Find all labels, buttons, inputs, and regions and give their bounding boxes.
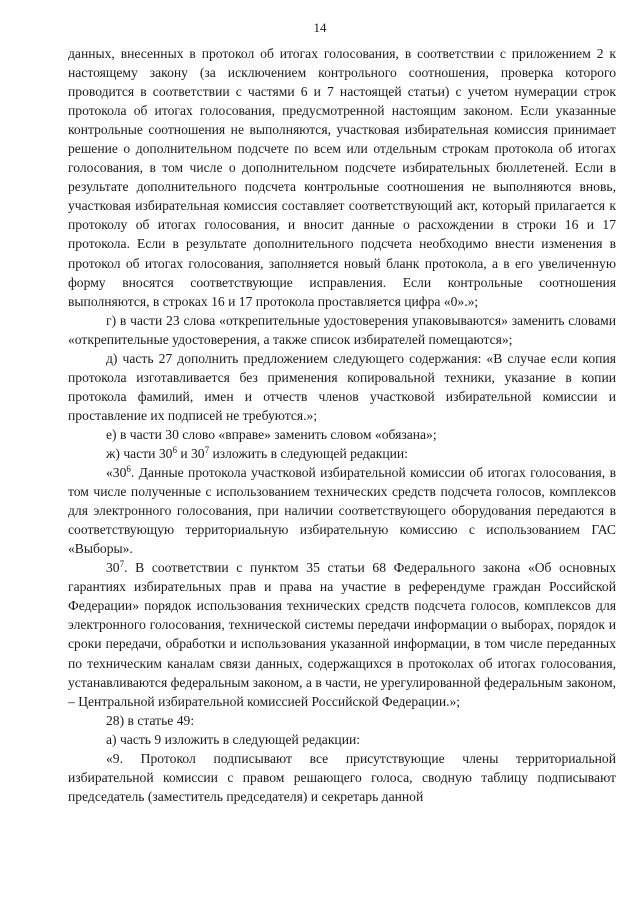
paragraph-article-9: «9. Протокол подписывают все присутствующие члены территориальной избирательной комиссии с правом решающего голоса, сводную таблицу подписывают председатель (заместитель председателя) и секретарь данной — [68, 750, 616, 804]
paragraph-article-30-6 — [68, 463, 616, 558]
article-text: . В соответствии с пунктом 35 статьи 68 Федерального закона «Об основных гарантиях избирательных прав и права на участие в референдуме граждан Российской Федерации» порядок использования технических средств подсчета голосов, комплексов для электронного голосования, технической системы передачи информации о выборах, порядок и сроки передачи, обработки и использования указанной информации, в том числе переданных по техническим каналам связи данных, содержащихся в протоколах об итогах голосования, устанавливаются федеральным законом, а в части, не урегулированной федеральным законом, – Центральной избирательной комиссией Российской Федерации.»; — [68, 560, 616, 709]
superscript: 7 — [119, 559, 125, 570]
superscript: 6 — [126, 464, 131, 475]
page-number: 14 — [313, 20, 327, 35]
document-body — [68, 44, 616, 806]
paragraph-item-g: г) в части 23 слова «открепительные удостоверения упаковываются» заменить словами «открепительные удостоверения, а также список избирателей помещаются»; — [68, 312, 616, 347]
paragraph-continuation: данных, внесенных в протокол об итогах голосования, в соответствии с приложением 2 к настоящему закону (за исключением контрольного соотношения, проверка которого проводится в соответствии с частями 6 и 7 настоящей статьи) с учетом нумерации строк протокола об итогах голосования, предусмотренной настоящим законом. Если указанные контрольные соотношения не выполняются, участковая избирательная комиссия принимает решение о дополнительном подсчете по всем или отдельным строкам протокола об итогах голосования, в том числе о дополнительном подсчете избирательных бюллетеней. Если в результате дополнительного подсчета контрольные соотношения не выполняются вновь, участковая избирательная комиссия составляет соответствующий акт, который прилагается к протоколу об итогах голосования, и вносит данные о расхождении в строки 16 и 17 протокола. Если в результате дополнительного подсчета необходимо внести изменения в протокол об итогах голосования, заполняется новый бланк протокола, а в его увеличенную форму вносятся соответствующие исправления. Если контрольные соотношения выполняются, в строках 16 и 17 протокола проставляется цифра «0».»; — [68, 46, 616, 309]
paragraph-item-zh-middle: и 30 — [176, 445, 205, 461]
paragraph-article-30-7 — [68, 558, 616, 710]
paragraph-item-zh — [68, 444, 616, 463]
paragraph-item-e: е) в части 30 слово «вправе» заменить словом «обязана»; — [106, 426, 437, 442]
paragraph-item-zh-after: изложить в следующей редакции: — [209, 445, 408, 461]
article-number: 30 — [106, 560, 120, 576]
paragraph-item-28: 28) в статье 49: — [106, 712, 195, 728]
article-text: . Данные протокола участковой избирательной комиссии об итогах голосования, в том числе полученные с использованием технических средств подсчета голосов, комплексов для электронного голосования, при наличии соответствующего оборудования передаются в соответствующую территориальную избирательную комиссию с использованием ГАС «Выборы». — [68, 465, 616, 557]
superscript: 6 — [172, 444, 177, 455]
article-number: «30 — [106, 465, 127, 481]
paragraph-item-d: д) часть 27 дополнить предложением следующего содержания: «В случае если копия протокола изготавливается без применения копировальной техники, указание в копии протокола фамилий, имен и отчеств членов участковой избирательной комиссии и проставление их подписей не требуются.»; — [68, 350, 616, 423]
paragraph-item-zh-before: ж) части 30 — [106, 445, 173, 461]
superscript: 7 — [204, 444, 210, 455]
paragraph-item-a: а) часть 9 изложить в следующей редакции: — [106, 731, 361, 747]
